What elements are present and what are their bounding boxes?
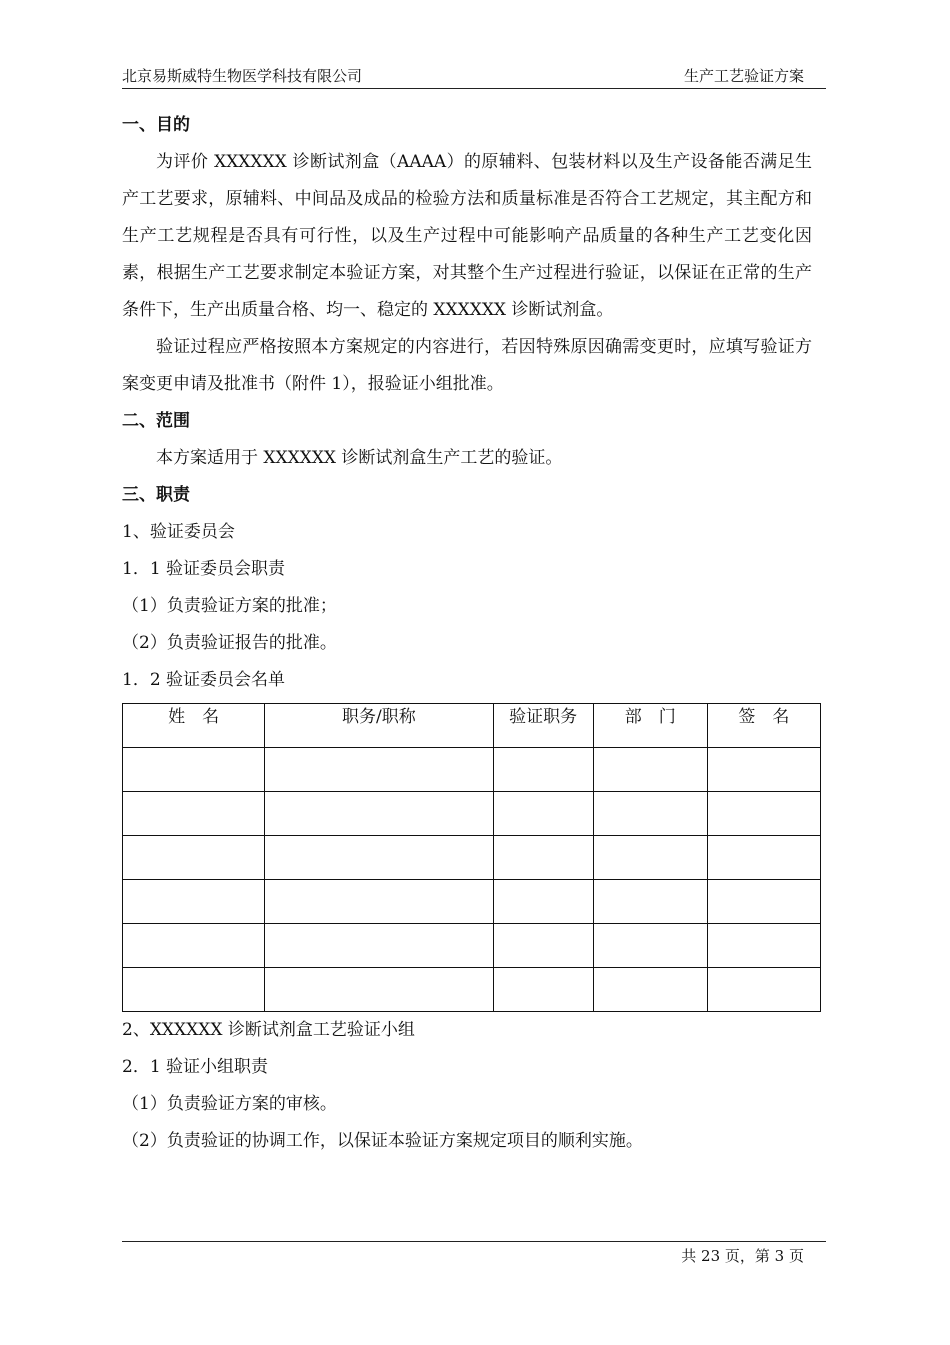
section-heading-purpose: 一、目的: [122, 115, 190, 135]
column-header-department: 部 门: [593, 704, 707, 748]
document-body: [122, 107, 812, 1160]
table-cell: [265, 792, 493, 836]
section-heading-scope: 二、范围: [122, 411, 190, 431]
table-cell: [123, 748, 265, 792]
table-cell: [593, 968, 707, 1012]
list-item: （2）负责验证报告的批准。: [122, 633, 337, 653]
scope-paragraph: 本方案适用于 XXXXXX 诊断试剂盒生产工艺的验证。: [156, 448, 563, 468]
purpose-paragraph-1: 为评价 XXXXXX 诊断试剂盒（AAAA）的原辅料、包装材料以及生产设备能否满足生产工艺要求，原辅料、中间品及成品的检验方法和质量标准是否符合工艺规定，其主配方和生产工艺规程是否具有可行性，以及生产过程中可能影响产品质量的各种生产工艺变化因素，根据生产工艺要求制定本验证方案，对其整个生产过程进行验证，以保证在正常的生产条件下，生产出质量合格、均一、稳定的 XXXXXX 诊断试剂盒。: [122, 152, 812, 320]
list-item: 1、验证委员会: [122, 522, 235, 542]
table-row: [123, 748, 821, 792]
table-header-row: [123, 704, 821, 748]
table-cell: [493, 880, 593, 924]
table-cell: [593, 748, 707, 792]
column-header-name: 姓 名: [123, 704, 265, 748]
table-cell: [593, 792, 707, 836]
list-item: （2）负责验证的协调工作，以保证本验证方案规定项目的顺利实施。: [122, 1131, 643, 1151]
table-cell: [707, 968, 820, 1012]
table-cell: [265, 748, 493, 792]
table-cell: [123, 836, 265, 880]
table-cell: [493, 968, 593, 1012]
table-row: [123, 880, 821, 924]
table-cell: [593, 836, 707, 880]
table-cell: [123, 792, 265, 836]
page-header: [122, 66, 826, 89]
table-cell: [493, 836, 593, 880]
table-cell: [265, 968, 493, 1012]
table-cell: [123, 968, 265, 1012]
column-header-signature: 签 名: [707, 704, 820, 748]
table-row: [123, 836, 821, 880]
table-cell: [707, 924, 820, 968]
table-row: [123, 924, 821, 968]
list-item: 2、XXXXXX 诊断试剂盒工艺验证小组: [122, 1020, 415, 1040]
column-header-role: 验证职务: [493, 704, 593, 748]
company-name: 北京易斯威特生物医学科技有限公司: [122, 67, 363, 85]
table-cell: [265, 836, 493, 880]
table-cell: [265, 924, 493, 968]
column-header-title: 职务/职称: [265, 704, 493, 748]
page-footer: [122, 1241, 826, 1265]
page-number: 共 23 页，第 3 页: [681, 1247, 804, 1265]
table-cell: [493, 924, 593, 968]
table-cell: [593, 924, 707, 968]
list-item: 1．2 验证委员会名单: [122, 670, 286, 690]
table-cell: [707, 748, 820, 792]
table-cell: [493, 792, 593, 836]
list-item: （1）负责验证方案的批准；: [122, 596, 337, 616]
committee-table: [122, 703, 821, 1012]
table-cell: [707, 880, 820, 924]
table-cell: [593, 880, 707, 924]
table-row: [123, 792, 821, 836]
table-cell: [707, 792, 820, 836]
document-title: 生产工艺验证方案: [683, 67, 804, 85]
table-cell: [265, 880, 493, 924]
table-row: [123, 968, 821, 1012]
table-cell: [493, 748, 593, 792]
table-cell: [123, 880, 265, 924]
section-heading-responsibilities: 三、职责: [122, 485, 190, 505]
purpose-paragraph-2: 验证过程应严格按照本方案规定的内容进行，若因特殊原因确需变更时，应填写验证方案变更申请及批准书（附件 1），报验证小组批准。: [122, 337, 812, 394]
table-cell: [123, 924, 265, 968]
list-item: （1）负责验证方案的审核。: [122, 1094, 337, 1114]
list-item: 1．1 验证委员会职责: [122, 559, 286, 579]
list-item: 2．1 验证小组职责: [122, 1057, 269, 1077]
table-cell: [707, 836, 820, 880]
